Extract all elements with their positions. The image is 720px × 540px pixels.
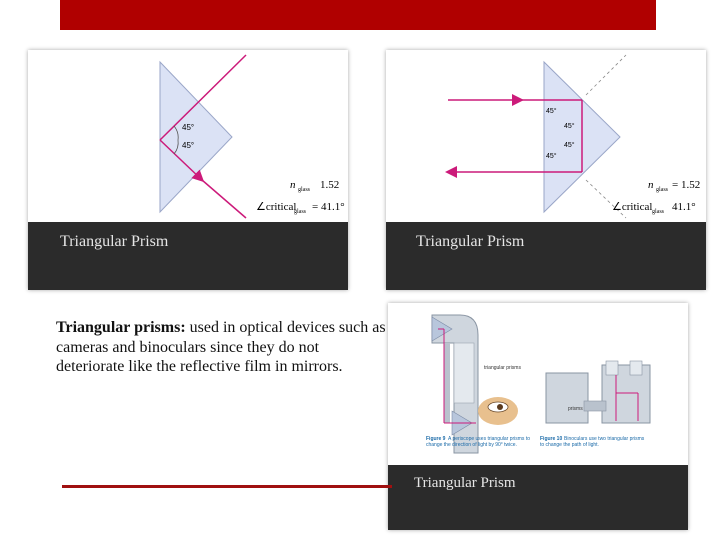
critical-label: ∠critical	[256, 201, 297, 213]
angle-label: 45°	[546, 153, 557, 160]
panel-caption: Triangular Prism	[414, 475, 516, 491]
critical-value: 41.1°	[672, 201, 696, 213]
periscope-illustration	[432, 315, 518, 453]
angle-label: 45°	[546, 108, 557, 115]
angle-label-bottom: 45°	[182, 141, 195, 150]
prism-diagram-2	[386, 50, 706, 222]
n-subscript: glass	[298, 187, 310, 193]
body-text: used in optical devices such as cameras and binoculars since they do not deteriorate like the reflective film in mirrors.	[56, 319, 386, 375]
figure-9-text: change the direction of light by 90° twice.	[426, 442, 517, 448]
panel-caption: Triangular Prism	[60, 233, 169, 250]
critical-label: ∠critical	[612, 201, 653, 213]
body-heading: Triangular prisms:	[56, 319, 186, 336]
prism-shape	[160, 62, 232, 212]
figure-10-text: to change the path of light.	[540, 442, 599, 448]
prism-diagram-1	[28, 50, 348, 222]
critical-subscript: glass	[294, 209, 306, 215]
critical-subscript: glass	[652, 209, 664, 215]
title-bar	[60, 0, 656, 30]
binocular-illustration	[546, 361, 650, 423]
angle-label: 45°	[564, 123, 575, 130]
critical-value: = 41.1°	[312, 201, 345, 213]
prism-panel-3	[388, 303, 688, 530]
divider-line	[62, 485, 392, 488]
n-label: n	[290, 179, 296, 191]
prism-panel-2	[386, 50, 706, 290]
periscope-binocular-figure	[388, 303, 688, 465]
prism-callout-right: prisms	[568, 406, 583, 412]
exit-ray	[202, 180, 246, 218]
angle-label-top: 45°	[182, 123, 195, 132]
n-subscript: glass	[656, 187, 668, 193]
body-paragraph	[56, 318, 386, 377]
angle-label: 45°	[564, 142, 575, 149]
n-value: = 1.52	[672, 179, 701, 191]
n-value: 1.52	[320, 179, 340, 191]
figure-9-title: Figure 9	[426, 436, 446, 442]
n-label: n	[648, 179, 654, 191]
figure-10-text: Binoculars use two triangular prisms	[564, 436, 645, 442]
prism-callout-left: triangular prisms	[484, 365, 521, 371]
normal-line	[586, 55, 626, 95]
figure-10-title: Figure 10	[540, 436, 563, 442]
panel-caption: Triangular Prism	[416, 233, 525, 250]
figure-9-text: A periscope uses triangular prisms to	[448, 436, 530, 442]
prism-panel-1	[28, 50, 348, 290]
